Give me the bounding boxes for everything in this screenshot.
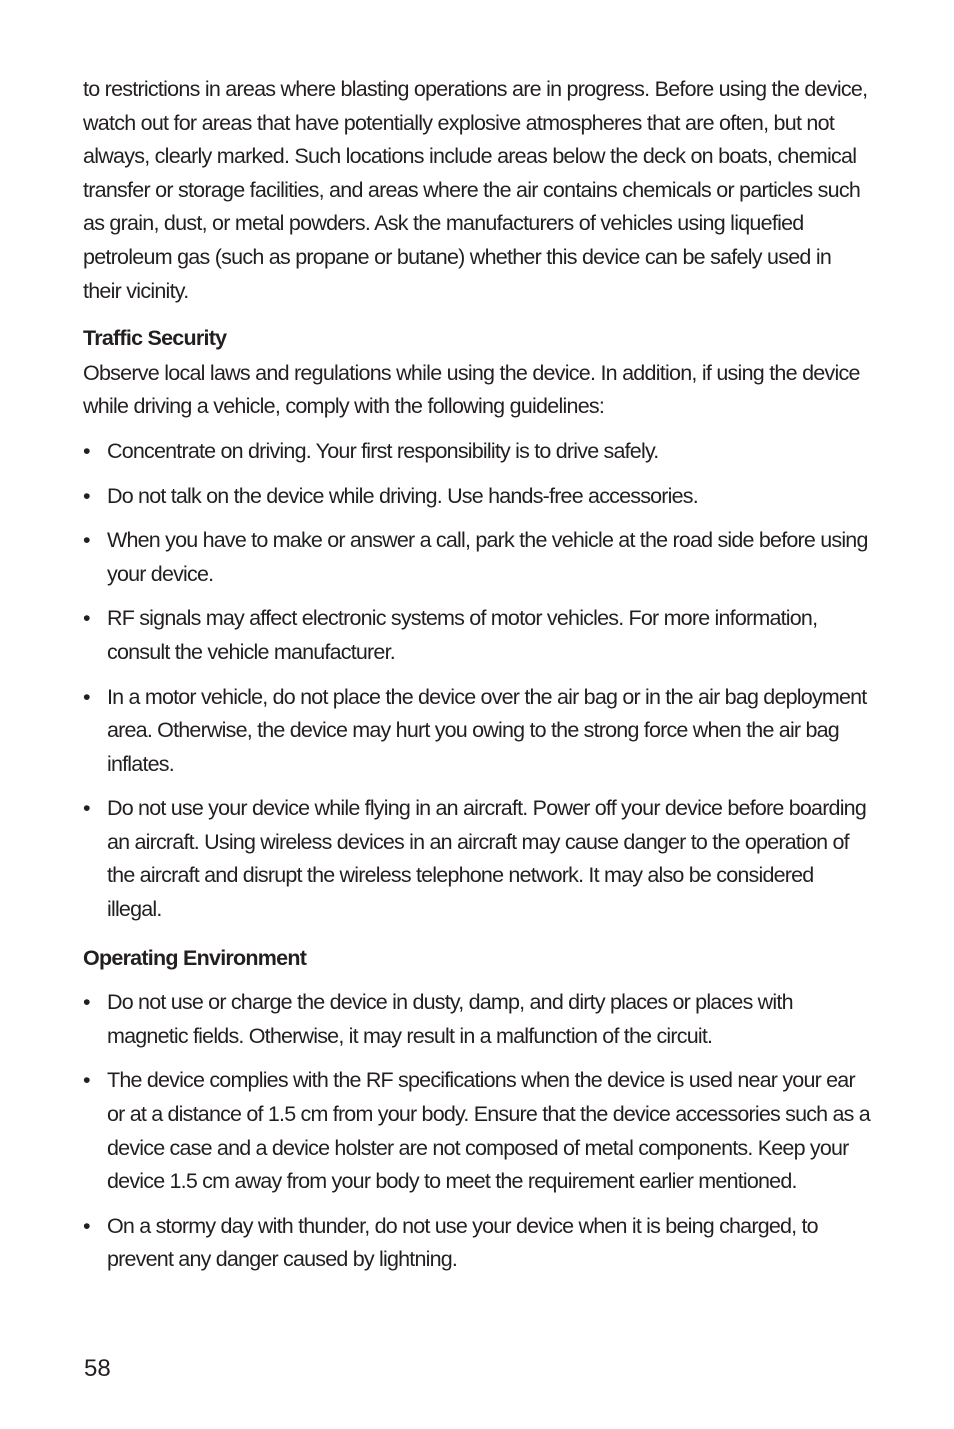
list-item: [83, 792, 873, 926]
list-item: [83, 480, 873, 514]
bullet-marker: •: [83, 483, 90, 508]
list-item: [83, 1210, 873, 1277]
traffic-security-section: [83, 322, 873, 927]
traffic-security-list: [83, 435, 873, 927]
operating-environment-section: [83, 942, 873, 1277]
list-item: [83, 681, 873, 782]
list-item: [83, 524, 873, 591]
traffic-security-intro: Observe local laws and regulations while using the device. In addition, if using the device while driving a vehicle, comply with the following guidelines:: [83, 360, 860, 419]
page-number: 58: [84, 1355, 111, 1382]
list-item: [83, 602, 873, 669]
list-item-text: Do not use or charge the device in dusty, damp, and dirty places or places with magnetic fields. Otherwise, it may result in a malfunction of the circuit.: [107, 990, 793, 1048]
traffic-security-heading: Traffic Security: [83, 326, 227, 351]
bullet-marker: •: [83, 1213, 90, 1238]
bullet-marker: •: [83, 606, 90, 631]
list-item-text: Do not talk on the device while driving. Use hands-free accessories.: [107, 483, 698, 508]
bullet-marker: •: [83, 684, 90, 709]
list-item-text: The device complies with the RF specifications when the device is used near your ear or at a distance of 1.5 cm from your body. Ensure that the device accessories such as a device case and a device holster are not composed of metal components. Keep your device 1.5 cm away from your body to meet the requirement earlier mentioned.: [107, 1068, 870, 1194]
list-item-text: RF signals may affect electronic systems of motor vehicles. For more information, consult the vehicle manufacturer.: [107, 606, 818, 664]
bullet-marker: •: [83, 528, 90, 553]
list-item-text: In a motor vehicle, do not place the device over the air bag or in the air bag deployment area. Otherwise, the device may hurt you owing to the strong force when the air bag inflates.: [107, 684, 867, 776]
operating-environment-list: [83, 986, 873, 1277]
document-page: [83, 73, 873, 1277]
bullet-marker: •: [83, 796, 90, 821]
list-item-text: On a stormy day with thunder, do not use your device when it is being charged, to prevent any danger caused by lightning.: [107, 1213, 818, 1272]
operating-environment-heading: Operating Environment: [83, 945, 307, 970]
list-item: [83, 986, 873, 1053]
list-item: [83, 1064, 873, 1198]
list-item: [83, 435, 873, 469]
intro-paragraph: to restrictions in areas where blasting operations are in progress. Before using the device, watch out for areas that have potentially explosive atmospheres that are often, but not always, clearly marked. Such locations include areas below the deck on boats, chemical transfer or storage facilities, and areas where the air contains chemicals or particles such as grain, dust, or metal powders. Ask the manufacturers of vehicles using liquefied petroleum gas (such as propane or butane) whether this device can be safely used in their vicinity.: [83, 77, 868, 303]
list-item-text: When you have to make or answer a call, park the vehicle at the road side before using your device.: [107, 528, 868, 586]
list-item-text: Do not use your device while flying in an aircraft. Power off your device before boarding an aircraft. Using wireless devices in an aircraft may cause danger to the operation of the aircraft and disrupt the wireless telephone network. It may also be considered illegal.: [107, 796, 866, 922]
bullet-marker: •: [83, 990, 90, 1015]
bullet-marker: •: [83, 438, 90, 463]
list-item-text: Concentrate on driving. Your first responsibility is to drive safely.: [107, 438, 659, 463]
bullet-marker: •: [83, 1068, 90, 1093]
